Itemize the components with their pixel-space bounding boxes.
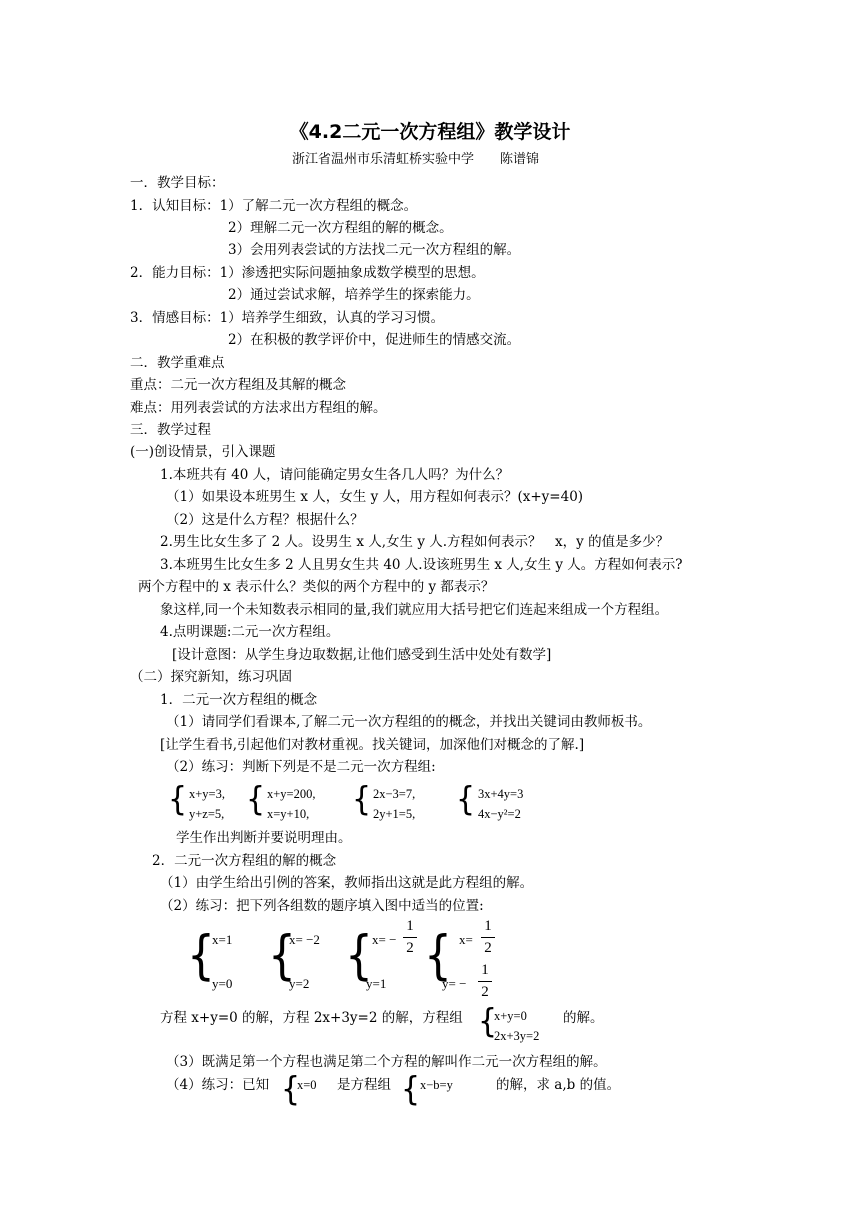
key-point: 重点：二元一次方程组及其解的概念 <box>130 377 346 393</box>
left-brace: { <box>168 780 188 819</box>
subsection-heading: 2．二元一次方程组的解的概念 <box>152 853 337 869</box>
goal-line: 2）通过尝试求解，培养学生的探索能力。 <box>228 287 480 303</box>
equation: 3x+4y=3 <box>478 787 524 801</box>
paragraph: 象这样,同一个未知数表示相同的量,我们就应用大括号把它们连起来组成一个方程组。 <box>160 602 669 618</box>
fraction <box>481 918 495 957</box>
fraction-numerator: 1 <box>406 918 414 934</box>
paragraph: （3）既满足第一个方程也满足第二个方程的解叫作二元一次方程组的解。 <box>166 1054 607 1070</box>
question: 两个方程中的 x 表示什么？类似的两个方程中的 y 都表示？ <box>138 579 495 595</box>
goal-line: 3）会用列表尝试的方法找二元一次方程组的解。 <box>228 242 521 258</box>
subsection-heading: 1．二元一次方程组的概念 <box>160 692 318 708</box>
question: 4.点明课题:二元一次方程组。 <box>160 624 340 640</box>
question: 3.本班男生比女生多 2 人且男女生共 40 人.设该班男生 x 人,女生 y 人。方程如何表示? <box>160 557 683 573</box>
paragraph: 方程 x+y=0 的解，方程 2x+3y=2 的解，方程组 <box>160 1010 463 1026</box>
left-brace: { <box>401 1070 421 1109</box>
page-title: 《4.2二元一次方程组》教学设计 <box>289 121 571 143</box>
solution-value: x= <box>459 932 473 947</box>
question: （1）如果设本班男生 x 人，女生 y 人，用方程如何表示？(x+y=40) <box>166 489 584 505</box>
goal-line: 3．情感目标：1）培养学生细致，认真的学习习惯。 <box>130 310 445 326</box>
paragraph: 是方程组 <box>337 1077 391 1093</box>
goal-line: 1．认知目标：1）了解二元一次方程组的概念。 <box>130 198 418 214</box>
solution-value: x=1 <box>212 932 233 947</box>
left-brace: { <box>456 780 476 819</box>
section-heading: 三．教学过程 <box>130 422 211 438</box>
equation: x=y+10, <box>267 807 310 821</box>
equation: x−b=y <box>420 1078 453 1092</box>
equation: x+y=200, <box>267 787 316 801</box>
left-brace: { <box>268 924 296 986</box>
left-brace: { <box>345 924 373 986</box>
left-brace: { <box>478 1002 498 1041</box>
solution-value: y=2 <box>289 976 310 991</box>
fraction <box>478 962 492 1001</box>
left-brace: { <box>246 780 266 819</box>
goal-line: 2．能力目标：1）渗透把实际问题抽象成数学模型的思想。 <box>130 265 485 281</box>
design-intent: [设计意图：从学生身边取数据,让他们感受到生活中处处有数学] <box>172 647 552 663</box>
question: （2）这是什么方程？根据什么？ <box>166 512 364 528</box>
solution-value: x= − <box>372 932 397 947</box>
fraction <box>403 918 417 957</box>
equation: x+y=0 <box>494 1009 527 1023</box>
paragraph: 的解，求 a,b 的值。 <box>496 1077 621 1093</box>
left-brace: { <box>187 924 215 986</box>
solution-value: y= − <box>442 976 467 991</box>
paragraph: （1）由学生给出引例的答案，教师指出这就是此方程组的解。 <box>160 875 534 891</box>
part-heading: (一)创设情景，引入课题 <box>130 444 276 460</box>
fraction-denominator: 2 <box>481 984 489 1000</box>
question: 1.本班共有 40 人，请问能确定男女生各几人吗？为什么？ <box>160 467 510 483</box>
paragraph: （4）练习：已知 <box>166 1077 270 1093</box>
fraction-denominator: 2 <box>484 940 492 956</box>
equation: 2y+1=5, <box>373 807 416 821</box>
left-brace: { <box>424 924 452 986</box>
solution-value: x= −2 <box>289 932 320 947</box>
equation: 2x+3y=2 <box>494 1029 540 1043</box>
fraction-bar <box>478 981 492 982</box>
difficult-point: 难点：用列表尝试的方法求出方程组的解。 <box>130 400 387 416</box>
author-line: 浙江省温州市乐清虹桥实验中学 陈谱锦 <box>292 152 540 167</box>
section-heading: 一．教学目标： <box>130 175 225 191</box>
goal-line: 2）理解二元一次方程组的解的概念。 <box>228 220 453 236</box>
fraction-numerator: 1 <box>484 918 492 934</box>
fraction-numerator: 1 <box>481 962 489 978</box>
equation: y+z=5, <box>189 807 225 821</box>
solution-value: y=0 <box>212 976 233 991</box>
left-brace: { <box>352 780 372 819</box>
question: 2.男生比女生多了 2 人。设男生 x 人,女生 y 人.方程如何表示？ x，y 的值是多少？ <box>160 534 670 550</box>
paragraph: （1）请同学们看课本,了解二元一次方程组的的概念，并找出关键词由教师板书。 <box>166 714 652 730</box>
paragraph: （2）练习：把下列各组数的题序填入图中适当的位置: <box>160 898 484 914</box>
paragraph: [让学生看书,引起他们对教材重视。找关键词，加深他们对概念的了解.] <box>160 737 585 753</box>
section-heading: 二．教学重难点 <box>130 355 225 371</box>
equation: 4x−y²=2 <box>478 807 521 821</box>
equation: x+y=3, <box>189 787 225 801</box>
part-heading: （二）探究新知，练习巩固 <box>130 669 292 685</box>
paragraph: 的解。 <box>563 1010 604 1026</box>
left-brace: { <box>281 1070 301 1109</box>
equation: x=0 <box>297 1078 317 1092</box>
solution-value: y=1 <box>366 976 387 991</box>
fraction-bar <box>481 937 495 938</box>
paragraph: （2）练习：判断下列是不是二元一次方程组: <box>166 759 436 775</box>
fraction-bar <box>403 937 417 938</box>
fraction-denominator: 2 <box>406 940 414 956</box>
equation: 2x−3=7, <box>373 787 416 801</box>
paragraph: 学生作出判断并要说明理由。 <box>176 830 352 846</box>
goal-line: 2）在积极的教学评价中，促进师生的情感交流。 <box>228 332 521 348</box>
